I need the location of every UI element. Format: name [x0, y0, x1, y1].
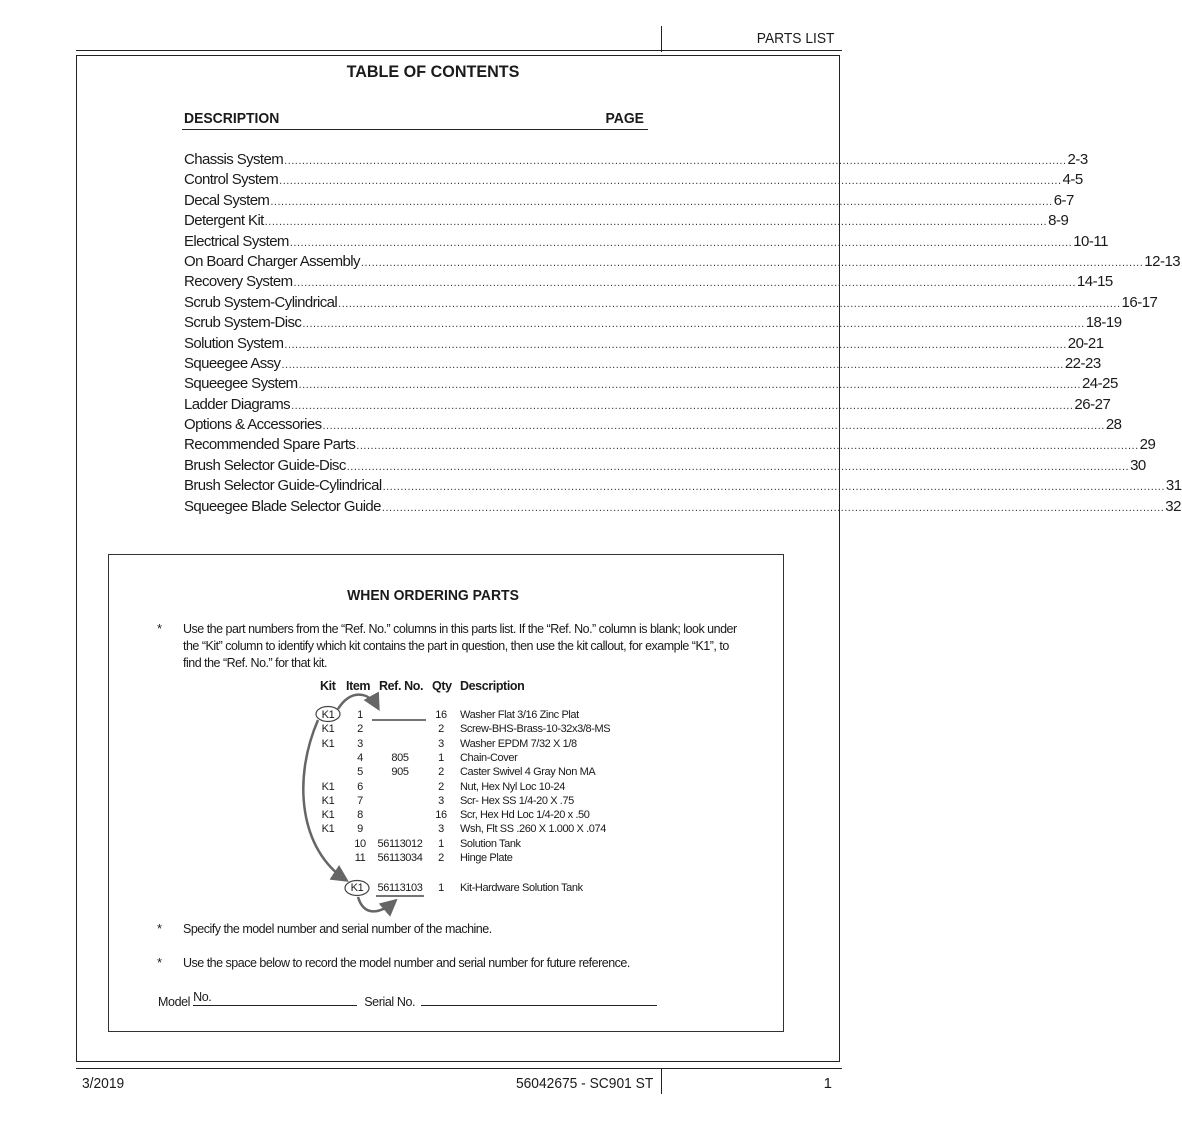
toc-entry-page: 12-13	[1144, 252, 1181, 270]
example-cell-kit: K1	[321, 809, 335, 822]
example-col-ref: Ref. No.	[379, 679, 424, 693]
example-col-qty: Qty	[432, 679, 452, 693]
example-cell-qty: 3	[438, 737, 444, 750]
example-cell-qty: 1	[438, 751, 444, 764]
toc-leader-dots: ............................................................................................................................................................................................................................	[298, 379, 1081, 392]
toc-leader-dots: ............................................................................................................................................................................................................................	[270, 195, 1053, 208]
example-kit-callout: K1	[350, 882, 364, 894]
example-cell-qty: 2	[438, 852, 444, 864]
arrow-top	[338, 695, 378, 709]
toc-leader-dots: ............................................................................................................................................................................................................................	[279, 175, 1062, 188]
toc-leader-dots: ............................................................................................................................................................................................................................	[284, 155, 1067, 167]
footer-document-number: 56042675 - SC901 ST	[515, 1075, 653, 1092]
example-cell-desc: Washer EPDM 7/32 X 1/8	[460, 737, 577, 750]
example-kit-desc: Kit-Hardware Solution Tank	[460, 882, 583, 894]
footer-date: 3/2019	[82, 1075, 125, 1092]
example-cell-qty: 2	[438, 766, 444, 779]
toc-leader-dots: ............................................................................................................................................................................................................................	[291, 399, 1074, 412]
toc-entry-page: 16-17	[1121, 293, 1158, 311]
example-cell-desc: Solution Tank	[460, 837, 521, 850]
toc-entry-page: 14-15	[1076, 273, 1113, 291]
bullet: *	[157, 621, 163, 636]
toc-entry-label: Brush Selector Guide-Cylindrical	[184, 477, 382, 495]
example-cell-kit: K1	[321, 737, 335, 750]
toc-entry-label: Control System	[184, 171, 279, 189]
toc-entry-label: Squeegee Assy	[184, 354, 281, 372]
example-cell-item: 10	[354, 837, 366, 850]
example-cell-desc: Hinge Plate	[460, 852, 513, 864]
toc-entry-page: 29	[1139, 436, 1156, 454]
toc-leader-dots: ............................................................................................................................................................................................................................	[346, 460, 1130, 473]
toc-entry-page: 24-25	[1081, 375, 1118, 393]
example-cell-item: 2	[357, 723, 363, 736]
ordering-title: WHEN ORDERING PARTS	[347, 587, 519, 604]
toc-entry-label: Scrub System-Cylindrical	[184, 293, 338, 311]
header-title: PARTS LIST	[756, 30, 834, 47]
example-cell-kit: K1	[321, 709, 335, 721]
example-kit-ref: 56113103	[377, 882, 423, 894]
model-number-field[interactable]	[193, 991, 357, 1006]
bullet: *	[157, 921, 163, 936]
toc-entry-page: 6-7	[1053, 191, 1074, 209]
toc-column-page: PAGE	[605, 110, 644, 127]
example-cell-qty: 1	[438, 837, 444, 850]
toc-leader-dots: ............................................................................................................................................................................................................................	[289, 236, 1073, 249]
example-cell-ref: 56113012	[377, 837, 423, 850]
example-cell-item: 9	[357, 823, 363, 836]
toc-leader-dots: ............................................................................................................................................................................................................................	[293, 277, 1076, 290]
example-cell-item: 4	[357, 751, 363, 764]
example-cell-kit: K1	[321, 794, 335, 807]
toc-column-description: DESCRIPTION	[184, 110, 280, 127]
example-cell-desc: Chain-Cover	[460, 751, 518, 764]
serial-label: Serial No.	[364, 995, 416, 1009]
toc-entry-label: Detergent Kit	[184, 212, 264, 230]
toc-entry-page: 10-11	[1073, 232, 1108, 250]
toc-leader-dots: ............................................................................................................................................................................................................................	[356, 440, 1139, 453]
example-cell-qty: 16	[435, 809, 447, 822]
example-cell-item: 1	[357, 709, 363, 721]
toc-entry-label: Decal System	[184, 191, 270, 209]
example-cell-item: 6	[357, 780, 363, 793]
toc-entry-label: Squeegee System	[184, 375, 298, 393]
example-cell-item: 8	[357, 809, 363, 822]
toc-entry-page: 26-27	[1074, 395, 1111, 413]
bullet: *	[157, 955, 163, 970]
toc-entry-label: Scrub System-Disc	[184, 314, 302, 332]
example-cell-desc: Caster Swivel 4 Gray Non MA	[460, 766, 596, 779]
toc-entry-label: Squeegee Blade Selector Guide	[184, 497, 381, 515]
toc-entry-page: 22-23	[1064, 354, 1101, 372]
example-cell-qty: 3	[438, 823, 444, 836]
toc-leader-dots: ............................................................................................................................................................................................................................	[284, 338, 1067, 351]
toc-leader-dots: ............................................................................................................................................................................................................................	[338, 297, 1121, 310]
model-label-no: No.	[193, 990, 212, 1004]
serial-number-field[interactable]	[421, 991, 657, 1006]
toc-entry-label: On Board Charger Assembly	[184, 252, 360, 270]
toc-entry-label: Chassis System	[184, 151, 284, 168]
example-cell-qty: 16	[435, 709, 447, 721]
toc-leader-dots: ............................................................................................................................................................................................................................	[381, 501, 1165, 514]
example-cell-desc: Washer Flat 3/16 Zinc Plat	[460, 709, 579, 721]
arrow-curve	[303, 720, 346, 880]
kit-circle-bottom	[345, 881, 369, 896]
toc-leader-dots: ............................................................................................................................................................................................................................	[382, 481, 1165, 494]
ordering-instruction-1: Use the part numbers from the “Ref. No.” columns in this parts list. If the “Ref. No.” column is blank; look under the “Kit” column to identify which kit contains the part in question, then use the kit callout, for example “K1”, to find the “Ref. No.” for that kit.	[183, 622, 737, 670]
ordering-instruction-2: Specify the model number and serial number of the machine.	[183, 922, 492, 936]
toc-entry-page: 20-21	[1067, 334, 1104, 352]
toc-entry-label: Electrical System	[184, 232, 289, 250]
ordering-instruction-3: Use the space below to record the model number and serial number for future reference.	[183, 956, 630, 970]
example-col-kit: Kit	[320, 679, 336, 693]
example-cell-qty: 2	[438, 723, 444, 736]
example-cell-qty: 3	[438, 794, 444, 807]
example-cell-kit: K1	[321, 780, 335, 793]
toc-entry-page: 18-19	[1085, 314, 1122, 332]
toc-entry-page: 8-9	[1048, 212, 1069, 230]
example-cell-item: 3	[357, 737, 363, 750]
example-col-desc: Description	[460, 679, 525, 693]
example-cell-ref: 805	[391, 751, 409, 764]
toc-entry-label: Options & Accessories	[184, 416, 322, 434]
model-label: Model	[158, 995, 194, 1009]
toc-entry-page: 2-3	[1067, 151, 1088, 168]
example-cell-kit: K1	[321, 823, 335, 836]
example-cell-desc: Scr, Hex Hd Loc 1/4-20 x .50	[460, 809, 590, 822]
toc-entry-label: Recovery System	[184, 273, 293, 291]
example-cell-desc: Screw-BHS-Brass-10-32x3/8-MS	[460, 723, 611, 736]
example-cell-desc: Wsh, Flt SS .260 X 1.000 X .074	[460, 823, 606, 836]
example-cell-desc: Nut, Hex Nyl Loc 10-24	[460, 780, 565, 793]
toc-title: TABLE OF CONTENTS	[346, 62, 520, 81]
footer-rule	[76, 1068, 842, 1069]
example-cell-item: 7	[357, 794, 363, 807]
toc-entry-label: Recommended Spare Parts	[184, 436, 356, 454]
toc-leader-dots: ............................................................................................................................................................................................................................	[360, 256, 1144, 269]
example-cell-ref: 905	[391, 766, 409, 779]
toc-entry-label: Brush Selector Guide-Disc	[184, 456, 346, 474]
footer-divider	[661, 1069, 662, 1094]
toc-entry-page: 28	[1105, 416, 1122, 434]
example-cell-item: 11	[354, 852, 366, 864]
toc-leader-dots: ............................................................................................................................................................................................................................	[322, 420, 1105, 433]
example-kit-qty: 1	[438, 882, 444, 894]
model-serial-line	[158, 991, 657, 1009]
toc-entry-page: 30	[1130, 456, 1146, 474]
toc-entry-label: Solution System	[184, 334, 284, 352]
toc-entry-page: 31	[1165, 477, 1182, 495]
kit-circle-top	[316, 707, 340, 722]
example-cell-item: 5	[357, 766, 363, 779]
toc-leader-dots: ............................................................................................................................................................................................................................	[302, 318, 1085, 331]
example-cell-desc: Scr- Hex SS 1/4-20 X .75	[460, 794, 574, 807]
example-cell-kit: K1	[321, 723, 335, 736]
footer-page-number: 1	[823, 1075, 832, 1092]
arrow-bottom	[358, 897, 395, 911]
example-col-item: Item	[346, 679, 371, 693]
toc-entry-label: Ladder Diagrams	[184, 395, 291, 413]
example-cell-qty: 2	[438, 780, 444, 793]
toc-entry-page: 32	[1165, 497, 1181, 515]
toc-entry-page: 4-5	[1062, 171, 1083, 189]
toc-leader-dots: ............................................................................................................................................................................................................................	[264, 216, 1048, 229]
toc-leader-dots: ............................................................................................................................................................................................................................	[281, 358, 1064, 371]
example-cell-ref: 56113034	[377, 852, 423, 864]
